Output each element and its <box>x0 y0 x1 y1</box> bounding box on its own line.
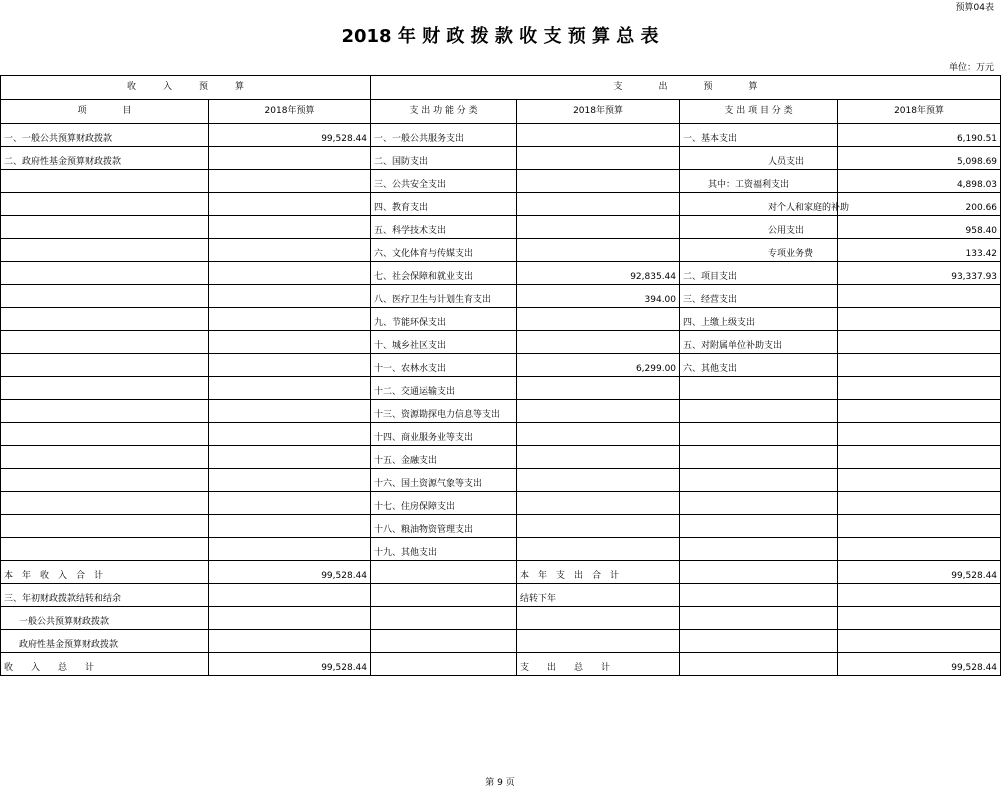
year-expense-total-label: 本 年 支 出 合 计 <box>517 561 680 584</box>
economic-item-cell: 六、其他支出 <box>680 354 838 377</box>
carryover-row <box>1 584 1001 607</box>
economic-budget-cell: 200.66 <box>838 193 1001 216</box>
function-item-cell: 十三、资源勘探电力信息等支出 <box>371 400 517 423</box>
carry-forward-label: 结转下年 <box>517 584 680 607</box>
income-item-cell <box>1 377 209 400</box>
empty-cell <box>371 630 517 653</box>
economic-item-cell <box>680 469 838 492</box>
function-budget-cell <box>517 239 680 262</box>
empty-cell <box>680 561 838 584</box>
income-item-cell: 二、政府性基金预算财政拨款 <box>1 147 209 170</box>
table-row <box>1 124 1001 147</box>
economic-item-cell: 公用支出 <box>680 216 838 239</box>
income-item-cell: 一、一般公共预算财政拨款 <box>1 124 209 147</box>
grand-expense-total-value: 99,528.44 <box>838 653 1001 676</box>
grand-income-total-value: 99,528.44 <box>209 653 371 676</box>
economic-budget-cell <box>838 377 1001 400</box>
income-budget-cell <box>209 469 371 492</box>
income-budget-cell: 99,528.44 <box>209 124 371 147</box>
column-header-row <box>1 100 1001 124</box>
function-budget-cell <box>517 469 680 492</box>
empty-cell <box>838 607 1001 630</box>
function-item-cell: 十二、交通运输支出 <box>371 377 517 400</box>
col-header-income-budget: 2018年预算 <box>209 100 371 124</box>
function-item-cell: 七、社会保障和就业支出 <box>371 262 517 285</box>
table-row <box>1 147 1001 170</box>
economic-item-cell: 对个人和家庭的补助 <box>680 193 838 216</box>
page-number: 第 9 页 <box>485 778 515 788</box>
empty-cell <box>371 653 517 676</box>
function-item-cell: 六、文化体育与传媒支出 <box>371 239 517 262</box>
function-item-cell: 二、国防支出 <box>371 147 517 170</box>
income-group-header: 收 入 预 算 <box>1 76 371 100</box>
year-income-total-label: 本 年 收 入 合 计 <box>1 561 209 584</box>
empty-cell <box>838 584 1001 607</box>
form-number: 预算04表 <box>955 3 994 13</box>
function-item-cell: 十、城乡社区支出 <box>371 331 517 354</box>
income-budget-cell <box>209 538 371 561</box>
function-budget-cell <box>517 216 680 239</box>
function-budget-cell <box>517 515 680 538</box>
income-item-cell <box>1 446 209 469</box>
economic-budget-cell <box>838 354 1001 377</box>
group-header-row <box>1 76 1001 100</box>
income-budget-cell <box>209 308 371 331</box>
economic-budget-cell: 4,898.03 <box>838 170 1001 193</box>
economic-budget-cell <box>838 331 1001 354</box>
income-item-cell <box>1 170 209 193</box>
function-budget-cell <box>517 170 680 193</box>
function-budget-cell <box>517 492 680 515</box>
economic-item-cell <box>680 492 838 515</box>
economic-budget-cell <box>838 469 1001 492</box>
function-item-cell: 一、一般公共服务支出 <box>371 124 517 147</box>
function-item-cell: 三、公共安全支出 <box>371 170 517 193</box>
income-budget-cell <box>209 285 371 308</box>
economic-budget-cell: 93,337.93 <box>838 262 1001 285</box>
page-title: 2018 年 财 政 拨 款 收 支 预 算 总 表 <box>341 26 659 47</box>
year-expense-total-value: 99,528.44 <box>838 561 1001 584</box>
empty-cell <box>517 607 680 630</box>
function-budget-cell <box>517 147 680 170</box>
income-budget-cell <box>209 446 371 469</box>
income-item-cell <box>1 262 209 285</box>
income-budget-cell <box>209 492 371 515</box>
economic-budget-cell <box>838 538 1001 561</box>
economic-item-cell <box>680 423 838 446</box>
income-budget-cell <box>209 423 371 446</box>
economic-budget-cell: 133.42 <box>838 239 1001 262</box>
function-item-cell: 四、教育支出 <box>371 193 517 216</box>
table-row <box>1 285 1001 308</box>
economic-item-cell: 五、对附属单位补助支出 <box>680 331 838 354</box>
function-budget-cell <box>517 193 680 216</box>
carryover-sub-row <box>1 630 1001 653</box>
function-item-cell: 五、科学技术支出 <box>371 216 517 239</box>
function-item-cell: 十七、住房保障支出 <box>371 492 517 515</box>
empty-cell <box>680 653 838 676</box>
income-item-cell <box>1 285 209 308</box>
empty-cell <box>838 630 1001 653</box>
function-budget-cell: 92,835.44 <box>517 262 680 285</box>
economic-item-cell: 其中：工资福利支出 <box>680 170 838 193</box>
economic-budget-cell <box>838 515 1001 538</box>
carryover-sub-fund: 政府性基金预算财政拨款 <box>1 630 209 653</box>
table-row <box>1 216 1001 239</box>
empty-cell <box>371 584 517 607</box>
economic-item-cell: 二、项目支出 <box>680 262 838 285</box>
expense-group-header: 支 出 预 算 <box>371 76 1001 100</box>
function-budget-cell <box>517 308 680 331</box>
table-row <box>1 239 1001 262</box>
function-budget-cell <box>517 124 680 147</box>
col-header-function-class: 支 出 功 能 分 类 <box>371 100 517 124</box>
function-budget-cell <box>517 331 680 354</box>
unit-label: 单位：万元 <box>948 63 994 73</box>
col-header-function-budget: 2018年预算 <box>517 100 680 124</box>
income-item-cell <box>1 354 209 377</box>
income-budget-cell <box>209 193 371 216</box>
grand-income-total-label: 收 入 总 计 <box>1 653 209 676</box>
income-budget-cell <box>209 170 371 193</box>
economic-budget-cell <box>838 400 1001 423</box>
economic-budget-cell: 958.40 <box>838 216 1001 239</box>
function-item-cell: 十六、国土资源气象等支出 <box>371 469 517 492</box>
economic-item-cell: 一、基本支出 <box>680 124 838 147</box>
col-header-item: 项 目 <box>1 100 209 124</box>
economic-item-cell: 人员支出 <box>680 147 838 170</box>
function-item-cell: 十一、农林水支出 <box>371 354 517 377</box>
income-budget-cell <box>209 262 371 285</box>
empty-cell <box>680 630 838 653</box>
income-item-cell <box>1 331 209 354</box>
economic-budget-cell: 5,098.69 <box>838 147 1001 170</box>
table-row <box>1 308 1001 331</box>
empty-cell <box>371 607 517 630</box>
empty-cell <box>209 607 371 630</box>
table-row <box>1 515 1001 538</box>
income-item-cell <box>1 492 209 515</box>
year-income-total-value: 99,528.44 <box>209 561 371 584</box>
income-item-cell <box>1 216 209 239</box>
table-row <box>1 492 1001 515</box>
income-budget-cell <box>209 515 371 538</box>
year-total-row <box>1 561 1001 584</box>
economic-budget-cell <box>838 446 1001 469</box>
grand-expense-total-label: 支 出 总 计 <box>517 653 680 676</box>
function-budget-cell <box>517 377 680 400</box>
economic-item-cell <box>680 515 838 538</box>
income-budget-cell <box>209 147 371 170</box>
economic-item-cell <box>680 538 838 561</box>
function-item-cell: 十四、商业服务业等支出 <box>371 423 517 446</box>
function-item-cell: 十五、金融支出 <box>371 446 517 469</box>
carryover-label: 三、年初财政拨款结转和结余 <box>1 584 209 607</box>
economic-item-cell <box>680 377 838 400</box>
income-budget-cell <box>209 216 371 239</box>
carryover-sub-general: 一般公共预算财政拨款 <box>1 607 209 630</box>
empty-cell <box>680 584 838 607</box>
grand-total-row <box>1 653 1001 676</box>
carryover-sub-row <box>1 607 1001 630</box>
function-budget-cell <box>517 446 680 469</box>
empty-cell <box>371 561 517 584</box>
table-row <box>1 170 1001 193</box>
economic-item-cell: 四、上缴上级支出 <box>680 308 838 331</box>
function-budget-cell <box>517 538 680 561</box>
economic-budget-cell <box>838 492 1001 515</box>
economic-budget-cell: 6,190.51 <box>838 124 1001 147</box>
income-item-cell <box>1 515 209 538</box>
income-budget-cell <box>209 239 371 262</box>
income-item-cell <box>1 400 209 423</box>
income-item-cell <box>1 239 209 262</box>
function-item-cell: 八、医疗卫生与计划生育支出 <box>371 285 517 308</box>
table-row <box>1 377 1001 400</box>
economic-item-cell: 专项业务费 <box>680 239 838 262</box>
function-budget-cell: 394.00 <box>517 285 680 308</box>
economic-item-cell <box>680 446 838 469</box>
col-header-economic-class: 支 出 项 目 分 类 <box>680 100 838 124</box>
function-item-cell: 十九、其他支出 <box>371 538 517 561</box>
economic-item-cell <box>680 400 838 423</box>
empty-cell <box>680 607 838 630</box>
table-row <box>1 354 1001 377</box>
income-item-cell <box>1 469 209 492</box>
empty-cell <box>517 630 680 653</box>
income-item-cell <box>1 193 209 216</box>
empty-cell <box>209 630 371 653</box>
economic-item-cell: 三、经营支出 <box>680 285 838 308</box>
income-budget-cell <box>209 400 371 423</box>
function-budget-cell: 6,299.00 <box>517 354 680 377</box>
table-row <box>1 469 1001 492</box>
economic-budget-cell <box>838 423 1001 446</box>
income-item-cell <box>1 308 209 331</box>
income-item-cell <box>1 538 209 561</box>
function-item-cell: 九、节能环保支出 <box>371 308 517 331</box>
function-item-cell: 十八、粮油物资管理支出 <box>371 515 517 538</box>
function-budget-cell <box>517 400 680 423</box>
table-row <box>1 331 1001 354</box>
table-row <box>1 446 1001 469</box>
budget-table <box>0 75 1001 676</box>
function-budget-cell <box>517 423 680 446</box>
income-budget-cell <box>209 377 371 400</box>
table-row <box>1 262 1001 285</box>
table-row <box>1 400 1001 423</box>
economic-budget-cell <box>838 285 1001 308</box>
table-row <box>1 538 1001 561</box>
col-header-economic-budget: 2018年预算 <box>838 100 1001 124</box>
empty-cell <box>209 584 371 607</box>
income-item-cell <box>1 423 209 446</box>
table-row <box>1 423 1001 446</box>
economic-budget-cell <box>838 308 1001 331</box>
income-budget-cell <box>209 354 371 377</box>
income-budget-cell <box>209 331 371 354</box>
table-row <box>1 193 1001 216</box>
